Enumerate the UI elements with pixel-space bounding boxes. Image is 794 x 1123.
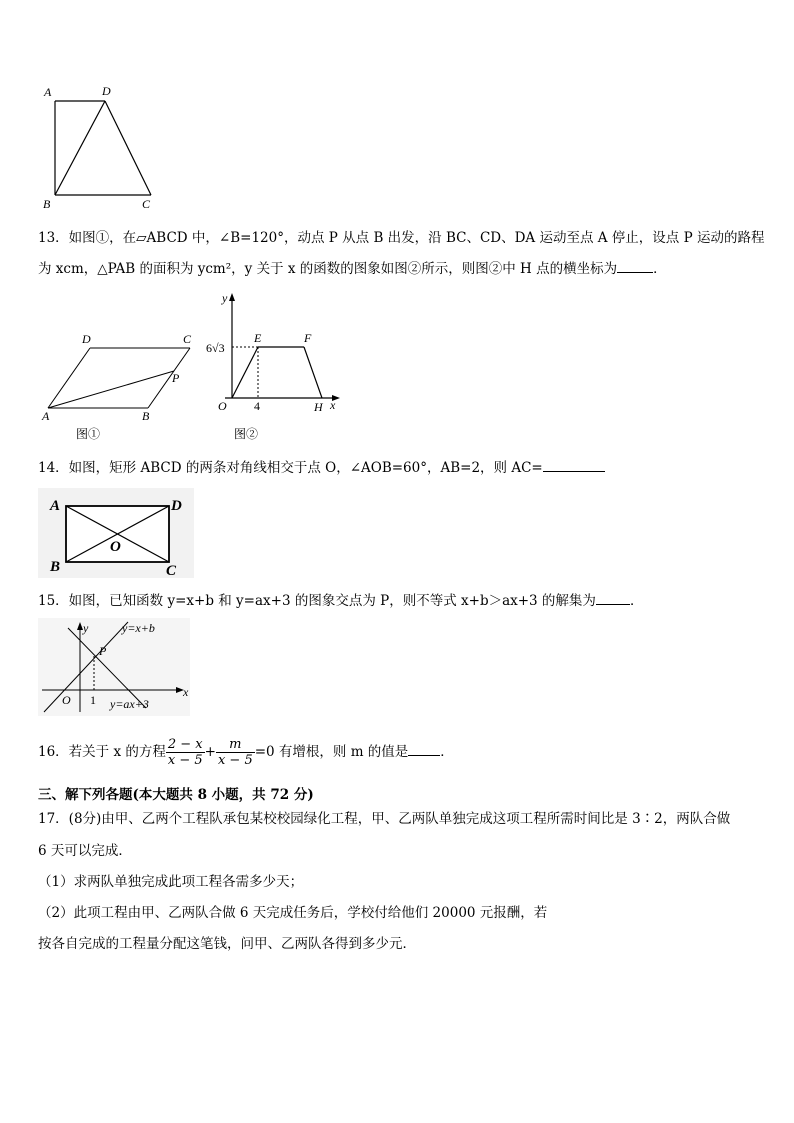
q15-answer-blank[interactable] [596,604,630,605]
tick-y-label: 6√3 [206,341,225,355]
tick-x-label: 4 [254,399,260,413]
label-D: D [171,498,182,514]
figure-q15-graph [38,618,193,718]
label-C: C [142,197,151,211]
q16-end: ． [440,744,454,760]
q17-line1: 17．(8分)由甲、乙两个工程队承包某校校园绿化工程，甲、乙两队单独完成这项工程所需时间比是 3∶2，两队合做 [38,811,731,827]
label-F: F [304,331,312,345]
label-line1: y=x+b [122,621,155,635]
caption-fig2: 图② [234,427,259,441]
q17-part2: （2）此项工程由甲、乙两队合做 6 天完成任务后，学校付给他们 20000 元报酬，若 [38,905,548,921]
q14-answer-blank[interactable] [543,471,605,472]
label-O: O [110,539,121,555]
label-B: B [43,197,51,211]
label-x: x [183,685,189,699]
label-A: A [44,85,52,99]
label-P: P [172,371,180,385]
q17-line2: 6 天可以完成． [38,843,132,859]
q17-part2b: 按各自完成的工程量分配这笔钱，问甲、乙两队各得到多少元． [38,936,416,952]
label-P: P [99,644,107,658]
q16-fraction2 [216,737,255,768]
q16-frac1-numerator: 2 − x [167,737,203,752]
q16-frac2-denominator: x − 5 [217,753,253,768]
label-A: A [42,409,50,423]
label-B: B [142,409,150,423]
q15-question: 15．如图，已知函数 y=x+b 和 y=ax+3 的图象交点为 P，则不等式 x+b＞ax+3 的解集为 [38,593,596,609]
label-line2: y=ax+3 [110,697,149,711]
label-x: x [330,398,336,412]
q17-part1: （1）求两队单独完成此项工程各需多少天； [38,874,304,890]
section3-title: 三、解下列各题(本大题共 8 小题，共 72 分) [38,787,314,803]
label-C: C [166,563,177,579]
q16-plus: + [204,744,216,760]
caption-fig1: 图① [76,427,101,441]
q16-text [38,734,454,770]
label-y: y [222,291,228,305]
figure-q14-rectangle [38,488,198,580]
q15-end: ． [629,593,644,609]
label-O: O [218,399,227,413]
q16-fraction1 [166,737,205,768]
label-O: O [62,693,71,707]
q15-text [38,592,643,610]
label-E: E [254,331,262,345]
q14-text [38,459,605,477]
q16-frac2-numerator: m [216,737,255,753]
q13-answer-blank[interactable] [617,272,653,273]
figure-q13-parallelogram [38,328,208,443]
q16-prefix: 16．若关于 x 的方程 [38,744,166,760]
q13-end: ． [653,261,667,277]
q16-frac1-denominator: x − 5 [167,753,203,768]
figure-q12-trapezoid [38,80,168,215]
q16-suffix: =0 有增根，则 m 的值是 [254,744,409,760]
q13-line2-text: 为 xcm，△PAB 的面积为 ycm²，y 关于 x 的函数的图象如图②所示，则图②中 H 点的横坐标为 [38,261,618,277]
q16-answer-blank[interactable] [408,741,440,756]
label-D: D [102,84,111,98]
q14-question: 14．如图，矩形 ABCD 的两条对角线相交于点 O，∠AOB=60°，AB=2，则 AC= [38,460,543,476]
figure-q13-graph [200,288,350,443]
q13-line1: 13．如图①，在▱ABCD 中，∠B=120°，动点 P 从点 B 出发，沿 BC、CD、DA 运动至点 A 停止，设点 P 运动的路程 [38,230,765,246]
tick-1: 1 [90,693,96,707]
label-D: D [82,332,91,346]
q13-line2 [38,260,667,278]
label-H: H [314,400,323,414]
label-C: C [183,332,192,346]
label-y: y [83,621,89,635]
label-B: B [50,559,61,575]
label-A: A [50,498,61,514]
